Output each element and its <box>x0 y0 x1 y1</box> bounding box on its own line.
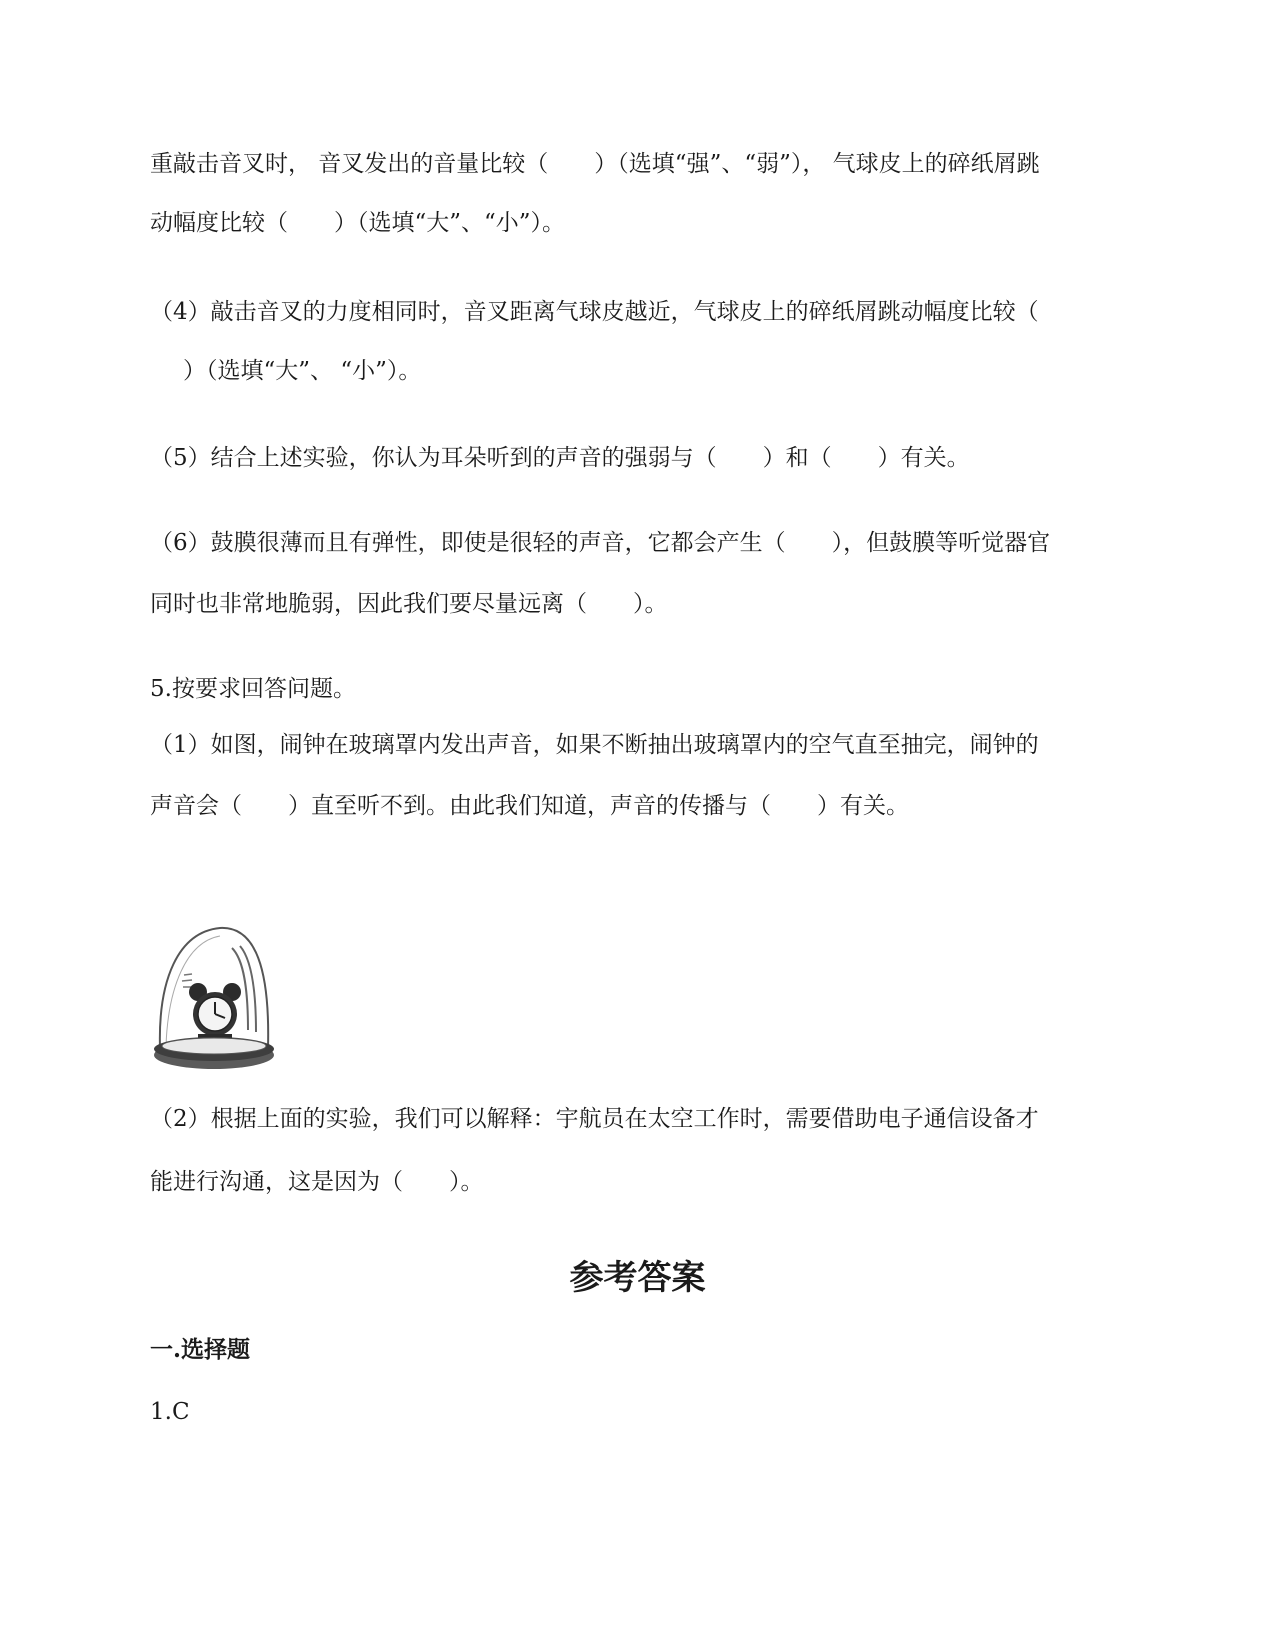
section-heading: 一.选择题 <box>150 1336 251 1363</box>
question-5-2-line-1: （2）根据上面的实验，我们可以解释：宇航员在太空工作时，需要借助电子通信设备才 <box>150 1106 1039 1132</box>
question-5-2-line-2: 能进行沟通，这是因为（ ）。 <box>150 1169 484 1195</box>
alarm-clock-in-bell-jar-icon <box>148 920 288 1105</box>
question-4-3-line-2: 动幅度比较（ ）（选填“大”、“小”）。 <box>150 210 566 236</box>
question-4-3-line-1: 重敲击音叉时， 音叉发出的音量比较（ ）（选填“强”、“弱”）， 气球皮上的碎纸屑跳 <box>150 151 1040 177</box>
question-5-1-line-1: （1）如图，闹钟在玻璃罩内发出声音，如果不断抽出玻璃罩内的空气直至抽完，闹钟的 <box>150 732 1039 758</box>
question-4-4-line-2: ）（选填“大”、 “小”）。 <box>183 358 422 384</box>
answer-title: 参考答案 <box>569 1258 706 1298</box>
question-4-5-line: （5）结合上述实验，你认为耳朵听到的声音的强弱与（ ）和（ ）有关。 <box>150 445 970 471</box>
question-5-1-line-2: 声音会（ ）直至听不到。由此我们知道，声音的传播与（ ）有关。 <box>150 793 909 819</box>
answer-1: 1.C <box>150 1399 190 1425</box>
question-4-6-line-2: 同时也非常地脆弱，因此我们要尽量远离（ ）。 <box>150 591 668 617</box>
question-4-6-line-1: （6）鼓膜很薄而且有弹性，即使是很轻的声音，它都会产生（ ），但鼓膜等听觉器官 <box>150 530 1051 556</box>
question-5-heading: 5.按要求回答问题。 <box>150 676 356 702</box>
question-4-4-line-1: （4）敲击音叉的力度相同时，音叉距离气球皮越近，气球皮上的碎纸屑跳动幅度比较（ <box>150 299 1039 325</box>
